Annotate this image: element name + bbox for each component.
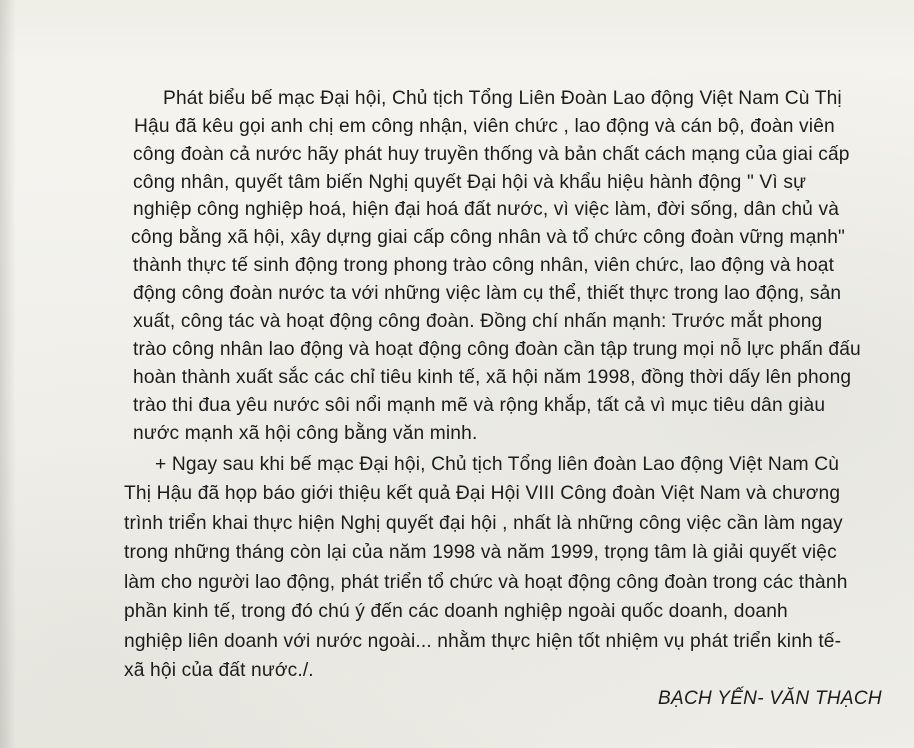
article-line: làm cho người lao động, phát triển tổ chức và hoạt động công đoàn trong các thành: [124, 572, 848, 593]
article-line: nước mạnh xã hội công bằng văn minh.: [133, 423, 478, 444]
article-line: phần kinh tế, trong đó chú ý đến các doanh nghiệp ngoài quốc doanh, doanh: [124, 601, 788, 622]
article-line: công bằng xã hội, xây dựng giai cấp công nhân và tổ chức công đoàn vững mạnh": [131, 227, 846, 248]
article-line: nghiệp liên doanh với nước ngoài... nhằm thực hiện tốt nhiệm vụ phát triển kinh tế-: [124, 631, 842, 652]
article-line: Phát biểu bế mạc Đại hội, Chủ tịch Tổng Liên Đoàn Lao động Việt Nam Cù Thị: [163, 88, 842, 109]
article-line: trào thi đua yêu nước sôi nổi mạnh mẽ và rộng khắp, tất cả vì mục tiêu dân giàu: [133, 395, 826, 416]
article-line: + Ngay sau khi bế mạc Đại hội, Chủ tịch Tổng liên đoàn Lao động Việt Nam Cù: [155, 454, 840, 475]
article-line: trong những tháng còn lại của năm 1998 và năm 1999, trọng tâm là giải quyết việc: [124, 542, 837, 563]
article-line: Thị Hậu đã họp báo giới thiệu kết quả Đại Hội VIII Công đoàn Việt Nam và chương: [124, 483, 841, 504]
article-line: trào công nhân lao động và hoạt động công đoàn cần tập trung mọi nỗ lực phấn đấu: [133, 339, 861, 360]
article-line: thành thực tế sinh động trong phong trào công nhân, viên chức, lao động và hoạt: [133, 255, 835, 276]
article-byline: BẠCH YẾN- VĂN THẠCH: [658, 688, 882, 709]
article-line: công nhân, quyết tâm biến Nghị quyết Đại hội và khẩu hiệu hành động " Vì sự: [133, 172, 807, 193]
article-line: xã hội của đất nước./.: [124, 660, 314, 681]
article-line: công đoàn cả nước hãy phát huy truyền thống và bản chất cách mạng của giai cấp: [133, 144, 850, 165]
article-line: động công đoàn nước ta với những việc làm cụ thể, thiết thực trong lao động, sản: [133, 283, 842, 304]
article-line: xuất, công tác và hoạt động công đoàn. Đồng chí nhấn mạnh: Trước mắt phong: [133, 311, 823, 332]
article-line: trình triển khai thực hiện Nghị quyết đại hội , nhất là những công việc cần làm ngay: [124, 513, 843, 534]
article-line: nghiệp công nghiệp hoá, hiện đại hoá đất nước, vì việc làm, đời sống, dân chủ và: [133, 199, 840, 220]
page-edge-shadow: [0, 0, 16, 748]
article-line: Hậu đã kêu gọi anh chị em công nhận, viên chức , lao động và cán bộ, đoàn viên: [134, 116, 835, 137]
article-line: hoàn thành xuất sắc các chỉ tiêu kinh tế, xã hội năm 1998, đồng thời dấy lên phong: [133, 367, 852, 388]
